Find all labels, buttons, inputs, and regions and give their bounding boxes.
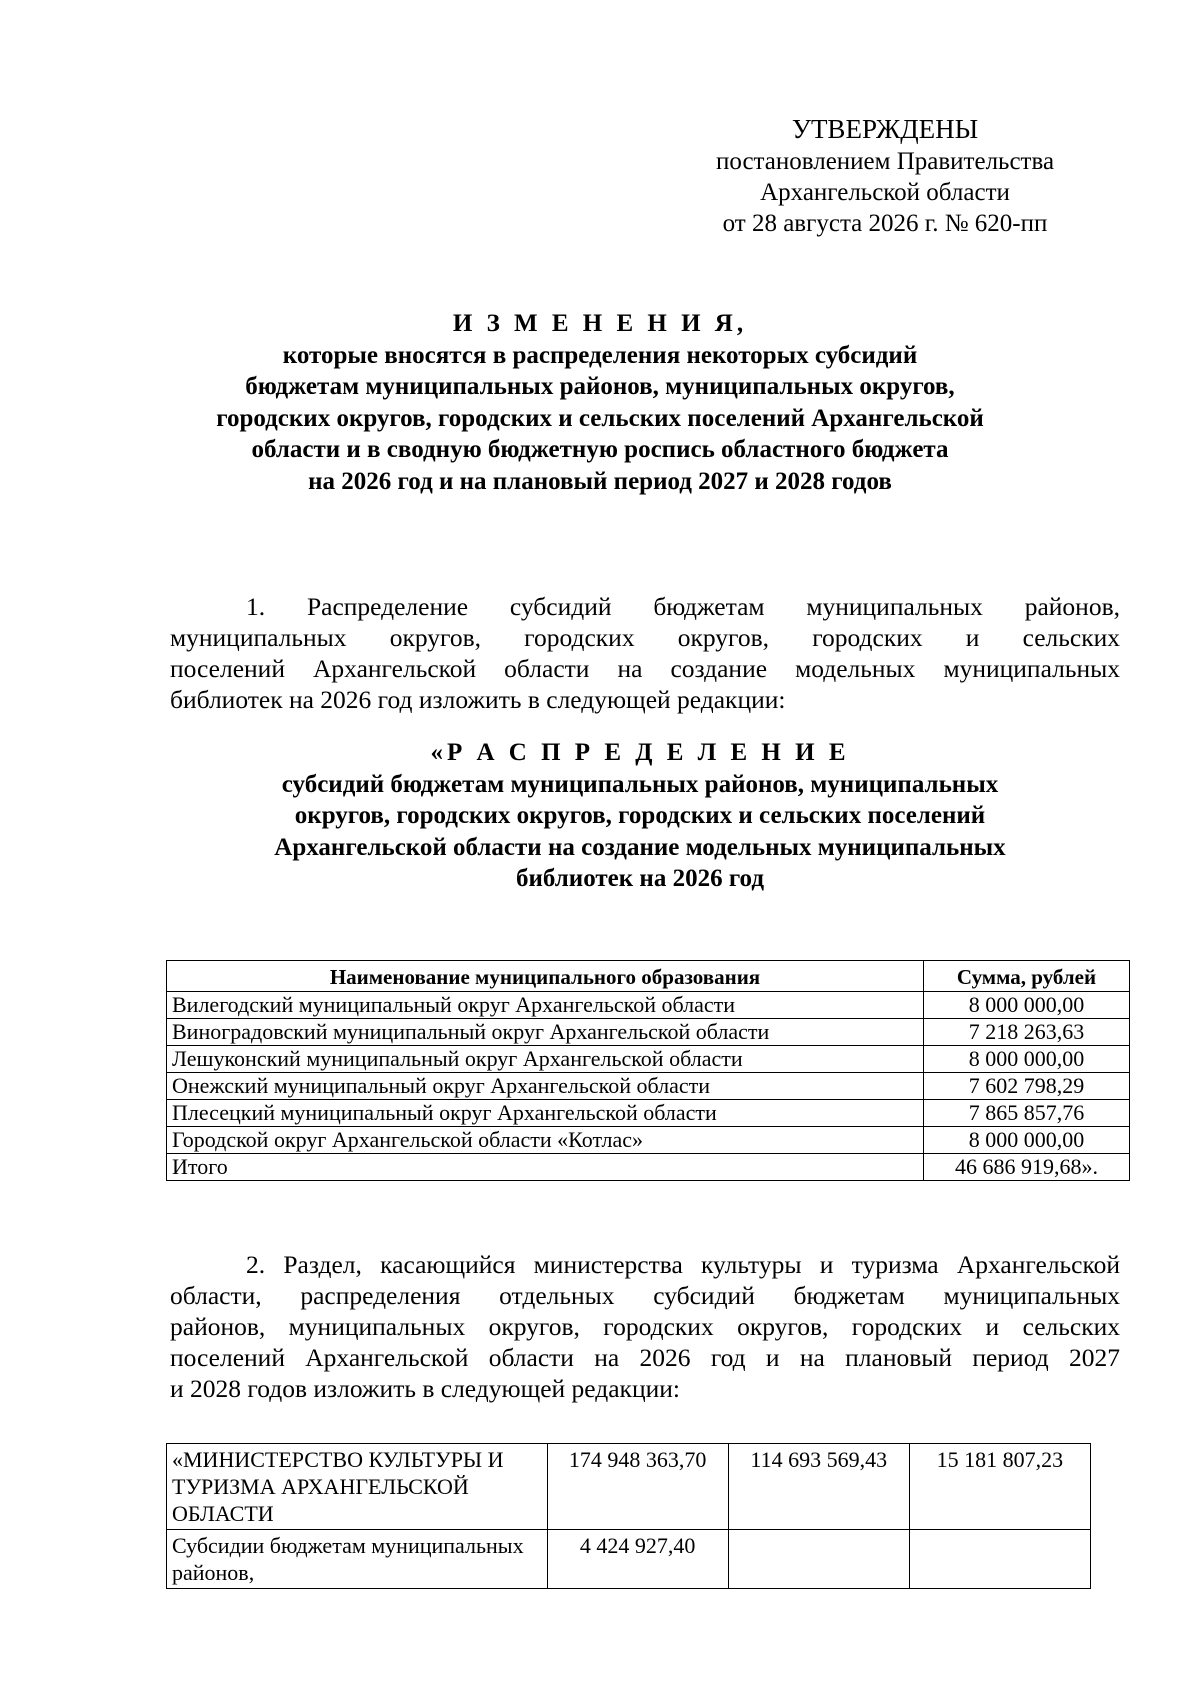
amount-2028: 15 181 807,23 [909, 1444, 1090, 1530]
title-line: городских округов, городских и сельских поселений Архангельской [216, 404, 984, 432]
table-row [167, 1127, 1130, 1154]
table-row [167, 1444, 1091, 1530]
subsidy-sum: 7 602 798,29 [924, 1073, 1130, 1100]
distribution-title [190, 737, 1090, 895]
municipality-name: Виноградовский муниципальный округ Архангельской области [167, 1019, 924, 1046]
paragraph-1 [170, 591, 1120, 715]
amount-2027: 114 693 569,43 [728, 1444, 909, 1530]
amount-2028 [909, 1530, 1090, 1589]
subsidy-sum: 8 000 000,00 [924, 1127, 1130, 1154]
municipality-name: Городской округ Архангельской области «Котлас» [167, 1127, 924, 1154]
paragraph-line: районов, муниципальных округов, городских округов, городских и сельских [170, 1312, 1120, 1341]
paragraph-line: 2. Раздел, касающийся министерства культуры и туризма Архангельской [246, 1250, 1120, 1279]
paragraph-line: библиотек на 2026 год изложить в следующей редакции: [170, 685, 786, 714]
paragraph-line: поселений Архангельской области на 2026 год и на плановый период 2027 [170, 1343, 1120, 1372]
approval-line: Архангельской области [760, 179, 1010, 206]
subsidy-sum: 8 000 000,00 [924, 992, 1130, 1019]
paragraph-line: и 2028 годов изложить в следующей редакции: [170, 1374, 680, 1403]
subsidy-sum: 7 865 857,76 [924, 1100, 1130, 1127]
municipality-name: Онежский муниципальный округ Архангельской области [167, 1073, 924, 1100]
approval-line: постановлением Правительства [715, 148, 1055, 175]
table-row [167, 1073, 1130, 1100]
distribution-line: библиотек на 2026 год [516, 865, 764, 892]
subsidy-sum: 8 000 000,00 [924, 1046, 1130, 1073]
amount-2026: 4 424 927,40 [547, 1530, 728, 1589]
title-line: на 2026 год и на плановый период 2027 и 2028 годов [308, 467, 892, 495]
approval-heading: УТВЕРЖДЕНЫ [791, 114, 979, 144]
paragraph-line: поселений Архангельской области на создание модельных муниципальных [170, 654, 1120, 683]
approval-date-line: от 28 августа 2026 г. № 620-пп [722, 210, 1048, 237]
municipality-name: Вилегодский муниципальный округ Архангельской области [167, 992, 924, 1019]
subsidy-distribution-table [166, 960, 1130, 1181]
title-line: бюджетам муниципальных районов, муниципальных округов, [245, 373, 955, 400]
table-row [167, 992, 1130, 1019]
total-label: Итого [167, 1154, 924, 1181]
distribution-heading: «Р А С П Р Е Д Е Л Е Н И Е [430, 739, 850, 766]
distribution-line: округов, городских округов, городских и сельских поселений [294, 802, 986, 829]
approval-stamp [690, 112, 1080, 239]
header-municipality: Наименование муниципального образования [167, 961, 924, 992]
table-row [167, 1046, 1130, 1073]
total-sum: 46 686 919,68». [924, 1154, 1130, 1181]
table-row [167, 1530, 1091, 1589]
title-line: области и в сводную бюджетную роспись областного бюджета [251, 436, 949, 463]
table-row [167, 1019, 1130, 1046]
distribution-line: субсидий бюджетам муниципальных районов, муниципальных [281, 770, 999, 798]
header-sum: Сумма, рублей [924, 961, 1130, 992]
paragraph-line: муниципальных округов, городских округов, городских и сельских [170, 623, 1120, 652]
municipality-name: Плесецкий муниципальный округ Архангельской области [167, 1100, 924, 1127]
paragraph-line: 1. Распределение субсидий бюджетам муниципальных районов, [246, 592, 1120, 621]
document-title [150, 308, 1050, 497]
ministry-name: «МИНИСТЕРСТВО КУЛЬТУРЫ И ТУРИЗМА АРХАНГЕЛЬСКОЙ ОБЛАСТИ [167, 1444, 548, 1530]
amount-2026: 174 948 363,70 [547, 1444, 728, 1530]
subsidy-name: Субсидии бюджетам муниципальных районов, [167, 1530, 548, 1589]
table-row [167, 1100, 1130, 1127]
paragraph-2 [170, 1249, 1120, 1404]
table-total-row [167, 1154, 1130, 1181]
distribution-line: Архангельской области на создание модельных муниципальных [274, 833, 1006, 861]
subsidy-sum: 7 218 263,63 [924, 1019, 1130, 1046]
municipality-name: Лешуконский муниципальный округ Архангельской области [167, 1046, 924, 1073]
title-line: которые вносятся в распределения некоторых субсидий [282, 341, 918, 369]
ministry-budget-table [166, 1443, 1091, 1589]
amount-2027 [728, 1530, 909, 1589]
table-header-row [167, 961, 1130, 992]
paragraph-line: области, распределения отдельных субсидий бюджетам муниципальных [170, 1281, 1120, 1310]
title-heading: И З М Е Н Е Н И Я, [452, 310, 748, 337]
